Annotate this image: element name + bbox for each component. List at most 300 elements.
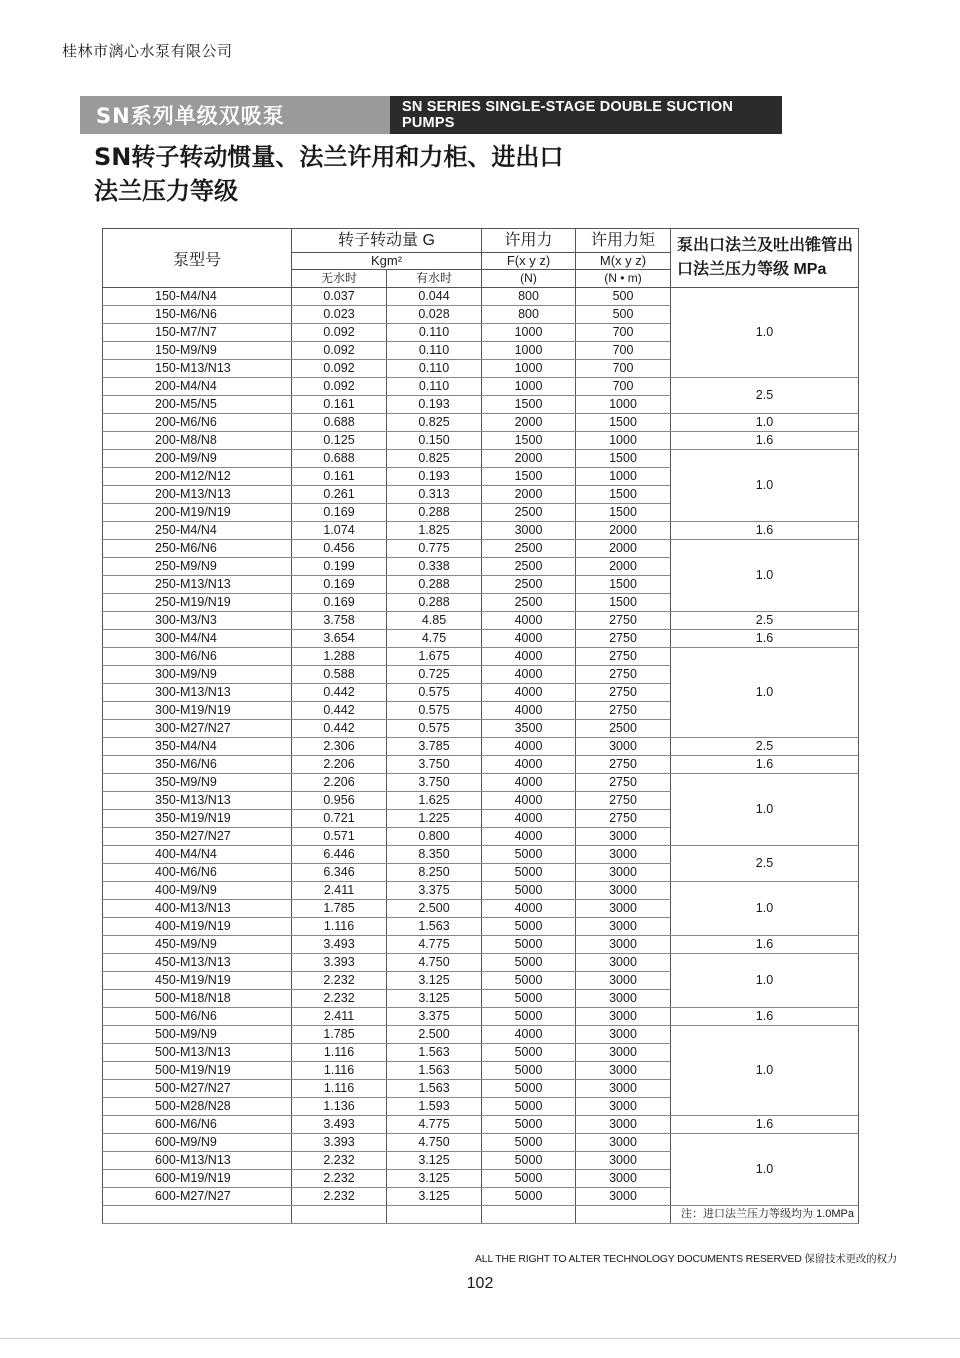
table-footer-row [103,1206,859,1224]
cell-model: 350-M13/N13 [103,792,292,810]
cell-force: 1000 [482,342,576,360]
cell-force: 4000 [482,630,576,648]
cell-force: 5000 [482,1062,576,1080]
cell-force: 5000 [482,972,576,990]
cell-pressure-grade: 1.6 [671,756,859,774]
cell-force: 800 [482,306,576,324]
table-row [103,648,859,666]
cell-force: 4000 [482,648,576,666]
page-title-line2: 法兰压力等级 [94,177,238,205]
cell-inertia-dry: 0.169 [292,504,387,522]
cell-moment: 3000 [576,990,671,1008]
cell-moment: 3000 [576,918,671,936]
cell-inertia-dry: 6.446 [292,846,387,864]
cell-pressure-grade: 1.0 [671,1134,859,1206]
cell-inertia-dry: 0.442 [292,720,387,738]
cell-moment: 2750 [576,792,671,810]
cell-moment: 1500 [576,594,671,612]
cell-model: 250-M4/N4 [103,522,292,540]
cell-moment: 2750 [576,810,671,828]
table-row [103,414,859,432]
table-row [103,540,859,558]
cell-inertia-dry: 1.288 [292,648,387,666]
cell-moment: 500 [576,288,671,306]
cell-inertia-dry: 0.161 [292,396,387,414]
cell-model: 600-M27/N27 [103,1188,292,1206]
cell-force: 5000 [482,1098,576,1116]
cell-pressure-grade: 1.6 [671,936,859,954]
cell-model: 350-M27/N27 [103,828,292,846]
cell-model: 500-M27/N27 [103,1080,292,1098]
table-row [103,450,859,468]
cell-inertia-wet: 3.750 [387,756,482,774]
cell-moment: 3000 [576,1026,671,1044]
cell-model: 200-M6/N6 [103,414,292,432]
cell-force: 5000 [482,1170,576,1188]
cell-moment: 3000 [576,846,671,864]
table-row [103,738,859,756]
cell-inertia-wet: 2.500 [387,900,482,918]
cell-force: 4000 [482,828,576,846]
cell-inertia-wet: 8.250 [387,864,482,882]
cell-inertia-wet: 0.825 [387,450,482,468]
cell-inertia-dry: 1.116 [292,918,387,936]
cell-model: 150-M4/N4 [103,288,292,306]
cell-model: 600-M9/N9 [103,1134,292,1152]
cell-moment: 2000 [576,558,671,576]
cell-moment: 1500 [576,450,671,468]
cell-force: 5000 [482,1152,576,1170]
cell-model: 450-M19/N19 [103,972,292,990]
cell-inertia-dry: 0.161 [292,468,387,486]
cell-inertia-wet: 3.750 [387,774,482,792]
cell-model: 400-M19/N19 [103,918,292,936]
cell-force: 2500 [482,576,576,594]
footer-empty-cell [387,1206,482,1224]
cell-inertia-dry: 1.116 [292,1080,387,1098]
cell-inertia-dry: 2.232 [292,1170,387,1188]
cell-model: 200-M12/N12 [103,468,292,486]
cell-inertia-wet: 0.800 [387,828,482,846]
cell-inertia-wet: 3.375 [387,882,482,900]
banner-title-cn: SN系列单级双吸泵 [80,96,390,134]
cell-inertia-dry: 0.442 [292,684,387,702]
cell-moment: 700 [576,360,671,378]
cell-moment: 2750 [576,630,671,648]
cell-inertia-dry: 2.232 [292,972,387,990]
cell-moment: 2750 [576,612,671,630]
cell-moment: 500 [576,306,671,324]
cell-inertia-wet: 0.575 [387,684,482,702]
cell-model: 200-M9/N9 [103,450,292,468]
cell-model: 200-M5/N5 [103,396,292,414]
cell-pressure-grade: 2.5 [671,846,859,882]
cell-moment: 3000 [576,1116,671,1134]
cell-model: 250-M19/N19 [103,594,292,612]
cell-inertia-dry: 3.654 [292,630,387,648]
header-pressure: 泵出口法兰及吐出锥管出口法兰压力等级 MPa [671,229,859,288]
table-row [103,612,859,630]
cell-inertia-wet: 0.775 [387,540,482,558]
table-row [103,954,859,972]
rights-notice: ALL THE RIGHT TO ALTER TECHNOLOGY DOCUMENTS RESERVED 保留技术更改的权力 [475,1253,898,1265]
cell-moment: 3000 [576,864,671,882]
cell-model: 400-M4/N4 [103,846,292,864]
cell-model: 250-M6/N6 [103,540,292,558]
header-force-unit: (N) [482,270,576,288]
cell-inertia-dry: 0.092 [292,378,387,396]
cell-model: 150-M6/N6 [103,306,292,324]
cell-pressure-grade: 1.0 [671,414,859,432]
cell-moment: 1000 [576,432,671,450]
cell-inertia-dry: 0.169 [292,576,387,594]
cell-inertia-dry: 1.136 [292,1098,387,1116]
cell-inertia-wet: 0.193 [387,468,482,486]
cell-force: 1000 [482,324,576,342]
cell-inertia-wet: 0.150 [387,432,482,450]
cell-model: 500-M28/N28 [103,1098,292,1116]
cell-inertia-wet: 2.500 [387,1026,482,1044]
cell-inertia-dry: 1.785 [292,1026,387,1044]
cell-moment: 700 [576,378,671,396]
cell-pressure-grade: 1.0 [671,1026,859,1116]
cell-inertia-wet: 0.028 [387,306,482,324]
cell-moment: 3000 [576,1080,671,1098]
cell-inertia-wet: 0.725 [387,666,482,684]
cell-force: 4000 [482,1026,576,1044]
cell-force: 1000 [482,360,576,378]
cell-inertia-dry: 3.493 [292,936,387,954]
cell-inertia-wet: 0.193 [387,396,482,414]
cell-inertia-wet: 3.125 [387,972,482,990]
cell-inertia-dry: 0.571 [292,828,387,846]
series-banner [80,96,782,134]
cell-inertia-dry: 1.074 [292,522,387,540]
cell-inertia-wet: 0.110 [387,360,482,378]
cell-moment: 3000 [576,936,671,954]
cell-model: 400-M13/N13 [103,900,292,918]
cell-inertia-wet: 4.750 [387,1134,482,1152]
cell-model: 450-M13/N13 [103,954,292,972]
cell-force: 5000 [482,882,576,900]
company-name: 桂林市漓心水泵有限公司 [62,42,233,60]
cell-model: 300-M6/N6 [103,648,292,666]
cell-inertia-wet: 1.625 [387,792,482,810]
cell-pressure-grade: 1.0 [671,540,859,612]
cell-inertia-wet: 0.338 [387,558,482,576]
cell-inertia-wet: 1.593 [387,1098,482,1116]
cell-model: 500-M18/N18 [103,990,292,1008]
cell-pressure-grade: 1.0 [671,774,859,846]
cell-inertia-dry: 0.023 [292,306,387,324]
table-row [103,432,859,450]
cell-pressure-grade: 1.6 [671,1116,859,1134]
cell-force: 5000 [482,1044,576,1062]
cell-force: 1500 [482,432,576,450]
cell-moment: 3000 [576,1134,671,1152]
cell-force: 1000 [482,378,576,396]
cell-model: 200-M8/N8 [103,432,292,450]
page-title-line1: SN转子转动惯量、法兰许用和力柜、进出口 [94,143,564,171]
table-row [103,1134,859,1152]
cell-inertia-dry: 2.206 [292,774,387,792]
cell-force: 2000 [482,450,576,468]
cell-moment: 3000 [576,900,671,918]
cell-moment: 1000 [576,468,671,486]
cell-force: 3000 [482,522,576,540]
header-force-sub: F(x y z) [482,253,576,270]
cell-model: 500-M6/N6 [103,1008,292,1026]
cell-moment: 3000 [576,1188,671,1206]
header-moment-sub: M(x y z) [576,253,671,270]
cell-moment: 2750 [576,702,671,720]
spec-table [102,228,859,1224]
cell-inertia-wet: 3.125 [387,990,482,1008]
cell-force: 5000 [482,990,576,1008]
cell-moment: 3000 [576,1098,671,1116]
cell-inertia-dry: 0.688 [292,450,387,468]
cell-inertia-wet: 3.125 [387,1188,482,1206]
cell-model: 400-M6/N6 [103,864,292,882]
cell-inertia-dry: 0.261 [292,486,387,504]
cell-moment: 2500 [576,720,671,738]
cell-force: 5000 [482,1116,576,1134]
header-inertia-unit: Kgm² [292,253,482,270]
table-row [103,936,859,954]
cell-force: 4000 [482,684,576,702]
cell-inertia-dry: 2.306 [292,738,387,756]
cell-force: 2000 [482,486,576,504]
banner-title-en: SN SERIES SINGLE-STAGE DOUBLE SUCTION PUMPS [390,96,782,134]
cell-moment: 700 [576,324,671,342]
footer-empty-cell [103,1206,292,1224]
cell-inertia-wet: 4.85 [387,612,482,630]
cell-force: 1500 [482,396,576,414]
cell-model: 350-M19/N19 [103,810,292,828]
cell-inertia-wet: 0.313 [387,486,482,504]
cell-pressure-grade: 1.6 [671,432,859,450]
cell-model: 500-M9/N9 [103,1026,292,1044]
cell-inertia-dry: 2.232 [292,1188,387,1206]
cell-force: 5000 [482,954,576,972]
cell-force: 5000 [482,918,576,936]
cell-inertia-wet: 4.775 [387,936,482,954]
cell-force: 2500 [482,558,576,576]
cell-inertia-dry: 0.456 [292,540,387,558]
cell-moment: 2750 [576,666,671,684]
cell-pressure-grade: 1.0 [671,648,859,738]
cell-inertia-wet: 1.563 [387,1062,482,1080]
cell-moment: 3000 [576,1062,671,1080]
cell-inertia-wet: 0.288 [387,576,482,594]
cell-force: 5000 [482,1134,576,1152]
cell-moment: 3000 [576,1152,671,1170]
cell-inertia-wet: 0.575 [387,702,482,720]
cell-force: 5000 [482,864,576,882]
cell-pressure-grade: 1.6 [671,522,859,540]
table-row [103,774,859,792]
cell-moment: 3000 [576,882,671,900]
cell-force: 5000 [482,936,576,954]
cell-moment: 3000 [576,954,671,972]
table-note: 注：进口法兰压力等级均为 1.0MPa [671,1206,859,1224]
cell-inertia-wet: 0.575 [387,720,482,738]
cell-force: 4000 [482,774,576,792]
page-number: 102 [466,1275,494,1292]
cell-force: 4000 [482,792,576,810]
cell-pressure-grade: 2.5 [671,738,859,756]
cell-moment: 2750 [576,648,671,666]
cell-inertia-wet: 0.110 [387,342,482,360]
cell-model: 300-M9/N9 [103,666,292,684]
cell-model: 150-M7/N7 [103,324,292,342]
cell-model: 500-M19/N19 [103,1062,292,1080]
cell-force: 4000 [482,756,576,774]
cell-inertia-wet: 1.825 [387,522,482,540]
cell-inertia-dry: 0.037 [292,288,387,306]
table-row [103,288,859,306]
table-row [103,630,859,648]
cell-inertia-wet: 3.125 [387,1152,482,1170]
cell-inertia-dry: 3.758 [292,612,387,630]
cell-model: 300-M13/N13 [103,684,292,702]
cell-inertia-dry: 2.411 [292,1008,387,1026]
cell-moment: 2000 [576,522,671,540]
cell-model: 250-M9/N9 [103,558,292,576]
header-force: 许用力 [482,229,576,253]
cell-pressure-grade: 1.6 [671,630,859,648]
cell-inertia-wet: 4.75 [387,630,482,648]
cell-force: 1500 [482,468,576,486]
cell-moment: 1000 [576,396,671,414]
cell-inertia-dry: 0.721 [292,810,387,828]
cell-inertia-dry: 0.092 [292,324,387,342]
cell-inertia-dry: 0.092 [292,360,387,378]
header-inertia: 转子转动量 G [292,229,482,253]
cell-pressure-grade: 1.0 [671,954,859,1008]
cell-inertia-dry: 3.393 [292,954,387,972]
page-title [94,140,563,208]
cell-moment: 2750 [576,756,671,774]
table-row [103,1116,859,1134]
cell-moment: 3000 [576,1170,671,1188]
cell-force: 3500 [482,720,576,738]
cell-moment: 2000 [576,540,671,558]
cell-inertia-dry: 3.393 [292,1134,387,1152]
cell-inertia-dry: 2.206 [292,756,387,774]
footer-empty-cell [292,1206,387,1224]
cell-model: 300-M19/N19 [103,702,292,720]
cell-model: 500-M13/N13 [103,1044,292,1062]
cell-moment: 700 [576,342,671,360]
cell-force: 2500 [482,504,576,522]
header-model: 泵型号 [103,229,292,288]
cell-model: 350-M9/N9 [103,774,292,792]
cell-inertia-wet: 1.563 [387,918,482,936]
cell-moment: 3000 [576,972,671,990]
cell-pressure-grade: 1.6 [671,1008,859,1026]
cell-moment: 3000 [576,1008,671,1026]
cell-force: 5000 [482,1008,576,1026]
cell-moment: 3000 [576,828,671,846]
cell-pressure-grade: 1.0 [671,450,859,522]
cell-force: 5000 [482,1080,576,1098]
cell-moment: 2750 [576,774,671,792]
cell-model: 300-M3/N3 [103,612,292,630]
header-moment-unit: (N • m) [576,270,671,288]
header-no-water: 无水时 [292,270,387,288]
cell-model: 350-M4/N4 [103,738,292,756]
cell-moment: 1500 [576,504,671,522]
cell-inertia-dry: 2.232 [292,1152,387,1170]
cell-inertia-wet: 3.375 [387,1008,482,1026]
cell-inertia-wet: 3.785 [387,738,482,756]
cell-inertia-wet: 1.225 [387,810,482,828]
cell-model: 600-M19/N19 [103,1170,292,1188]
cell-moment: 2750 [576,684,671,702]
cell-inertia-wet: 0.110 [387,378,482,396]
table-row [103,378,859,396]
cell-inertia-dry: 0.199 [292,558,387,576]
cell-force: 4000 [482,612,576,630]
cell-inertia-dry: 1.116 [292,1044,387,1062]
cell-model: 150-M9/N9 [103,342,292,360]
cell-inertia-wet: 1.563 [387,1080,482,1098]
cell-force: 4000 [482,738,576,756]
cell-inertia-dry: 1.785 [292,900,387,918]
cell-moment: 3000 [576,738,671,756]
cell-model: 200-M13/N13 [103,486,292,504]
table-row [103,846,859,864]
cell-inertia-wet: 0.110 [387,324,482,342]
cell-pressure-grade: 1.0 [671,288,859,378]
cell-force: 800 [482,288,576,306]
cell-force: 2000 [482,414,576,432]
cell-inertia-dry: 0.956 [292,792,387,810]
cell-model: 200-M4/N4 [103,378,292,396]
cell-pressure-grade: 2.5 [671,378,859,414]
cell-inertia-dry: 3.493 [292,1116,387,1134]
cell-inertia-wet: 0.288 [387,594,482,612]
table-row [103,522,859,540]
cell-model: 300-M27/N27 [103,720,292,738]
cell-model: 250-M13/N13 [103,576,292,594]
cell-model: 600-M13/N13 [103,1152,292,1170]
cell-moment: 1500 [576,414,671,432]
cell-force: 5000 [482,1188,576,1206]
header-with-water: 有水时 [387,270,482,288]
table-row [103,882,859,900]
page-edge-line [0,1338,960,1339]
cell-force: 4000 [482,900,576,918]
cell-force: 2500 [482,540,576,558]
cell-inertia-dry: 0.092 [292,342,387,360]
cell-inertia-dry: 2.232 [292,990,387,1008]
cell-inertia-dry: 0.442 [292,702,387,720]
cell-inertia-dry: 1.116 [292,1062,387,1080]
header-moment: 许用力矩 [576,229,671,253]
cell-inertia-dry: 2.411 [292,882,387,900]
cell-inertia-wet: 1.675 [387,648,482,666]
cell-inertia-wet: 0.044 [387,288,482,306]
cell-inertia-wet: 4.775 [387,1116,482,1134]
cell-model: 200-M19/N19 [103,504,292,522]
cell-inertia-wet: 8.350 [387,846,482,864]
cell-force: 4000 [482,702,576,720]
cell-moment: 3000 [576,1044,671,1062]
cell-inertia-dry: 0.688 [292,414,387,432]
cell-moment: 1500 [576,576,671,594]
